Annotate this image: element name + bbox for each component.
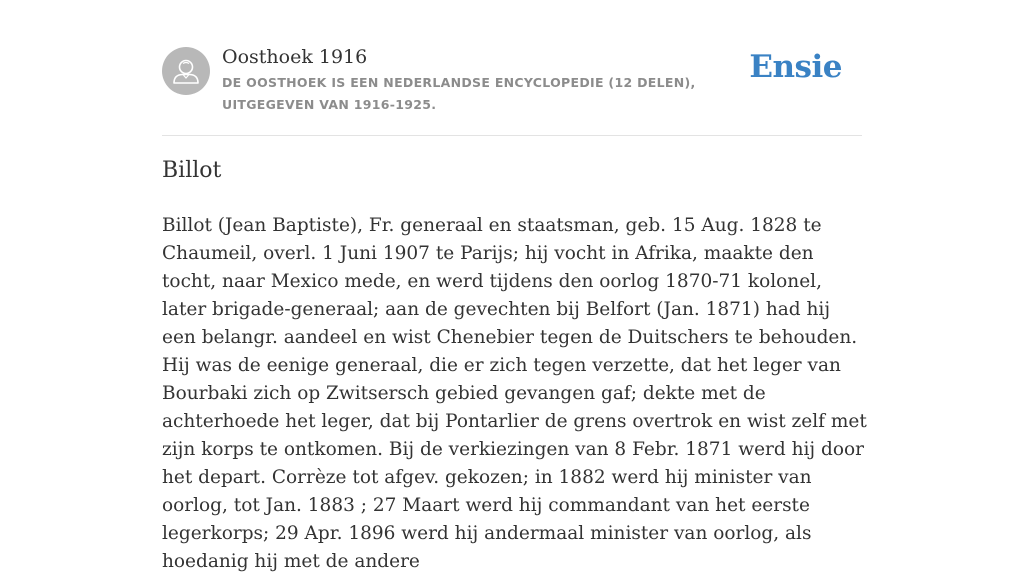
ensie-logo-link[interactable]: Ensie xyxy=(749,49,842,85)
source-avatar[interactable] xyxy=(162,47,210,95)
entry-body: Billot (Jean Baptiste), Fr. generaal en staatsman, geb. 15 Aug. 1828 te Chaumeil, overl. 1 Juni 1907 te Parijs; hij vocht in Afrika, maakte den tocht, naar Mexico mede, en werd tijdens den oorlog 1870-71 kolonel, later brigade-generaal; aan de gevechten bij Belfort (Jan. 1871) had hij een belangr. aandeel en wist Chenebier tegen de Duitschers te behouden. Hij was de eenige generaal, die er zich tegen verzette, dat het leger van Bourbaki zich op Zwitsersch gebied gevangen gaf; dekte met de achterhoede het leger, dat bij Pontarlier de grens overtrok en wist zelf met zijn korps te ontkomen. Bij de verkiezingen van 8 Febr. 1871 werd hij door het depart. Corrèze tot afgev. gekozen; in 1882 werd hij minister van oorlog, tot Jan. 1883 ; 27 Maart werd hij commandant van het eerste legerkorps; 29 Apr. 1896 werd hij andermaal minister van oorlog, als hoedanig hij met de andere xyxy=(162,215,867,572)
source-description: DE OOSTHOEK IS EEN NEDERLANDSE ENCYCLOPEDIE (12 DELEN), UITGEGEVEN VAN 1916-1925. xyxy=(222,75,696,112)
user-icon xyxy=(162,47,210,95)
entry-title: Billot xyxy=(162,158,222,183)
source-header xyxy=(162,44,862,136)
source-name-link[interactable]: Oosthoek 1916 xyxy=(222,46,368,68)
